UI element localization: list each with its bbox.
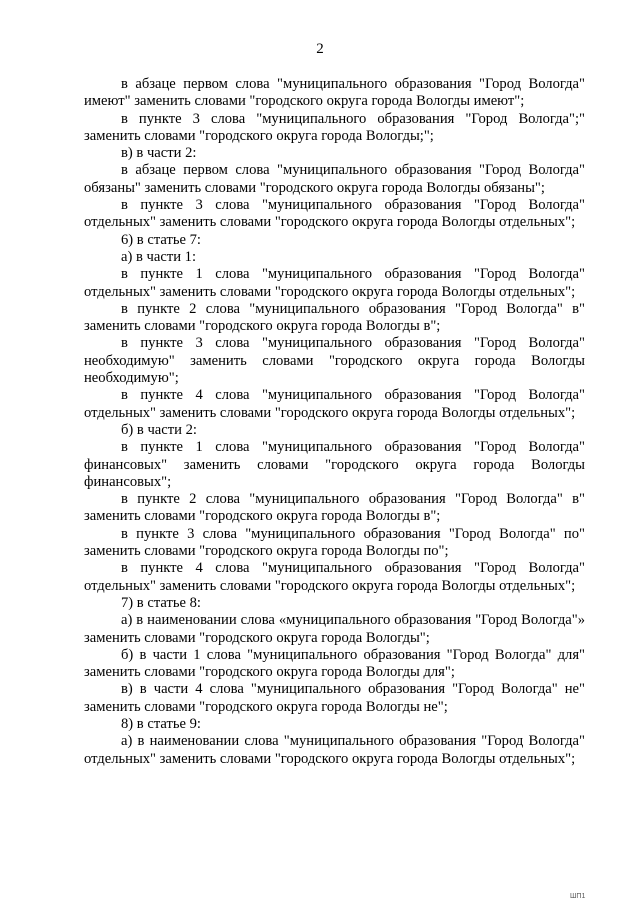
paragraph: в пункте 3 слова "муниципального образования "Город Вологда";" заменить словами "городского округа города Вологды;"; <box>84 110 585 144</box>
paragraph: 7) в статье 8: <box>121 594 201 611</box>
paragraph: а) в части 1: <box>121 248 197 265</box>
paragraph: в пункте 2 слова "муниципального образования "Город Вологда" в" заменить словами "городского округа города Вологды в"; <box>84 491 585 525</box>
paragraph: в пункте 3 слова "муниципального образования "Город Вологда" по" заменить словами "городского округа города Вологды по"; <box>84 525 585 560</box>
paragraph: а) в наименовании слова "муниципального образования "Город Вологда" отдельных" заменить словами "городского округа города Вологды отдельных"; <box>84 733 585 767</box>
document-body <box>84 76 585 768</box>
paragraph: б) в части 1 слова "муниципального образования "Город Вологда" для" заменить словами "городского округа города Вологды для"; <box>84 646 585 681</box>
page-number: 2 <box>316 41 324 57</box>
paragraph: в пункте 3 слова "муниципального образования "Город Вологда" отдельных" заменить словами "городского округа города Вологды отдельных"; <box>84 197 585 231</box>
paragraph: в пункте 1 слова "муниципального образования "Город Вологда" отдельных" заменить словами "городского округа города Вологды отдельных"; <box>84 266 585 300</box>
paragraph: в) в части 2: <box>121 145 197 162</box>
paragraph: в пункте 2 слова "муниципального образования "Город Вологда" в" заменить словами "городского округа города Вологды в"; <box>84 300 585 335</box>
paragraph: а) в наименовании слова «муниципального образования "Город Вологда"» заменить словами "городского округа города Вологды"; <box>84 612 585 646</box>
paragraph: в) в части 4 слова "муниципального образования "Город Вологда" не" заменить словами "городского округа города Вологды не"; <box>84 681 585 715</box>
paragraph: в абзаце первом слова "муниципального образования "Город Вологда" обязаны" заменить словами "городского округа города Вологды обязаны"; <box>84 162 585 196</box>
paragraph: в абзаце первом слова "муниципального образования "Город Вологда" имеют" заменить словами "городского округа города Вологды имеют"; <box>84 76 585 110</box>
paragraph: в пункте 4 слова "муниципального образования "Город Вологда" отдельных" заменить словами "городского округа города Вологды отдельных"; <box>84 560 585 594</box>
paragraph: 8) в статье 9: <box>121 715 201 732</box>
paragraph: в пункте 3 слова "муниципального образования "Город Вологда" необходимую" заменить словами "городского округа города Вологды необходимую"; <box>84 335 585 387</box>
paragraph: в пункте 1 слова "муниципального образования "Город Вологда" финансовых" заменить словами "городского округа города Вологды финансовых"; <box>84 439 585 490</box>
paragraph: 6) в статье 7: <box>121 231 201 248</box>
paragraph: б) в части 2: <box>121 421 197 438</box>
footer-mark: ШП1 <box>570 893 586 900</box>
paragraph: в пункте 4 слова "муниципального образования "Город Вологда" отдельных" заменить словами "городского округа города Вологды отдельных"; <box>84 387 585 421</box>
